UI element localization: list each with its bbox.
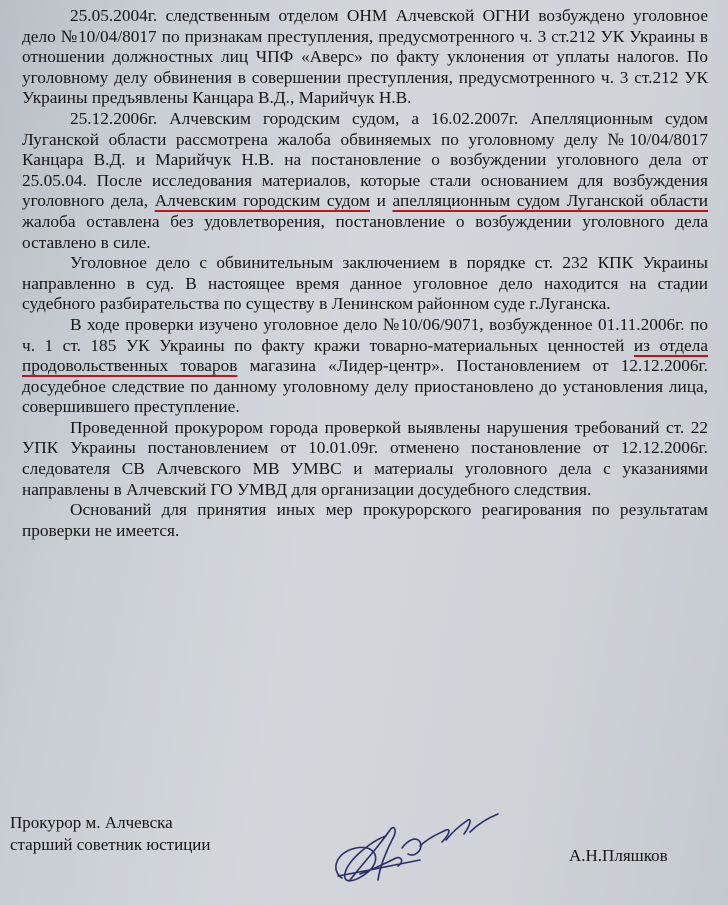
underlined-phrase-food-department: из отдела продовольственных товаров [22,335,708,376]
paragraph-2-text-a: 25.12.2006г. Алчевским городским судом, а 16.02.2007г. Апелляционным судом Луганской области рассмотрена жалоба обвиняемых по уголовному делу №10/04/8017 Канцара В.Д. и Марийчук Н.В. на постановление о возбуждении уголовного дела от 25.05.04. После исследования материалов, которые стали основанием для возбуждения уголовного дела, [22,108,708,211]
paragraph-3 [22,253,708,315]
signatory-title [10,812,210,856]
paragraph-3-text: Уголовное дело с обвинительным заключением в порядке ст. 232 КПК Украины направленно в суд. В настоящее время данное уголовное дело находится на стадии судебного разбирательства по существу в Ленинском районном суде г.Луганска. [22,253,708,314]
signatory-title-line-1: Прокурор м. Алчевска [10,813,173,832]
signatory-title-line-2: старший советник юстиции [10,835,211,854]
paragraph-6 [22,500,708,541]
document-body [22,6,708,541]
paragraph-1-text: 25.05.2004г. следственным отделом ОНМ Алчевской ОГНИ возбуждено уголовное дело №10/04/8017 по признакам преступления, предусмотренного ч. 3 ст.212 УК Украины в отношении должностных лиц ЧПФ «Аверс» по факту уклонения от уплаты налогов. По уголовному делу обвинения в совершении преступления, предусмотренного ч. 3 ст.212 УК Украины предъявлены Канцара В.Д., Марийчук Н.В. [22,6,708,108]
paragraph-1 [22,6,708,109]
paragraph-2-text-b: и [369,191,393,211]
underlined-phrase-city-court: Алчевским городским судом [154,191,370,211]
paragraph-4 [22,315,708,418]
paragraph-6-text: Оснований для принятия иных мер прокурорского реагирования по результатам проверки не имеется. [22,500,708,540]
paragraph-2 [22,109,708,253]
underlined-phrase-appeal-court: апелляционным судом Луганской области [392,191,709,211]
paragraph-4-text-b: магазина «Лидер-центр». Постановлением от 12.12.2006г. досудебное следствие по данному уголовному делу приостановлено до установления лица, совершившего преступление. [22,356,708,417]
paragraph-2-text-c: жалоба оставлена без удовлетворения, постановление о возбуждении уголовного дела оставлено в силе. [22,211,708,252]
paragraph-4-text-a: В ходе проверки изучено уголовное дело №10/06/9071, возбужденное 01.11.2006г. по ч. 1 ст. 185 УК Украины по факту кражи товарно-материальных ценностей [22,314,708,355]
paragraph-5 [22,418,708,500]
signatory-name: А.Н.Пляшков [569,846,668,865]
handwritten-signature-icon [320,800,520,900]
paragraph-5-text: Проведенной прокурором города проверкой выявлены нарушения требований ст. 22 УПК Украины постановлением от 10.01.09г. отменено постановление от 12.12.2006г. следователя СВ Алчевского МВ УМВС и материалы уголовного дела с указаниями направлены в Алчевский ГО УМВД для организации досудебного следствия. [22,417,708,499]
